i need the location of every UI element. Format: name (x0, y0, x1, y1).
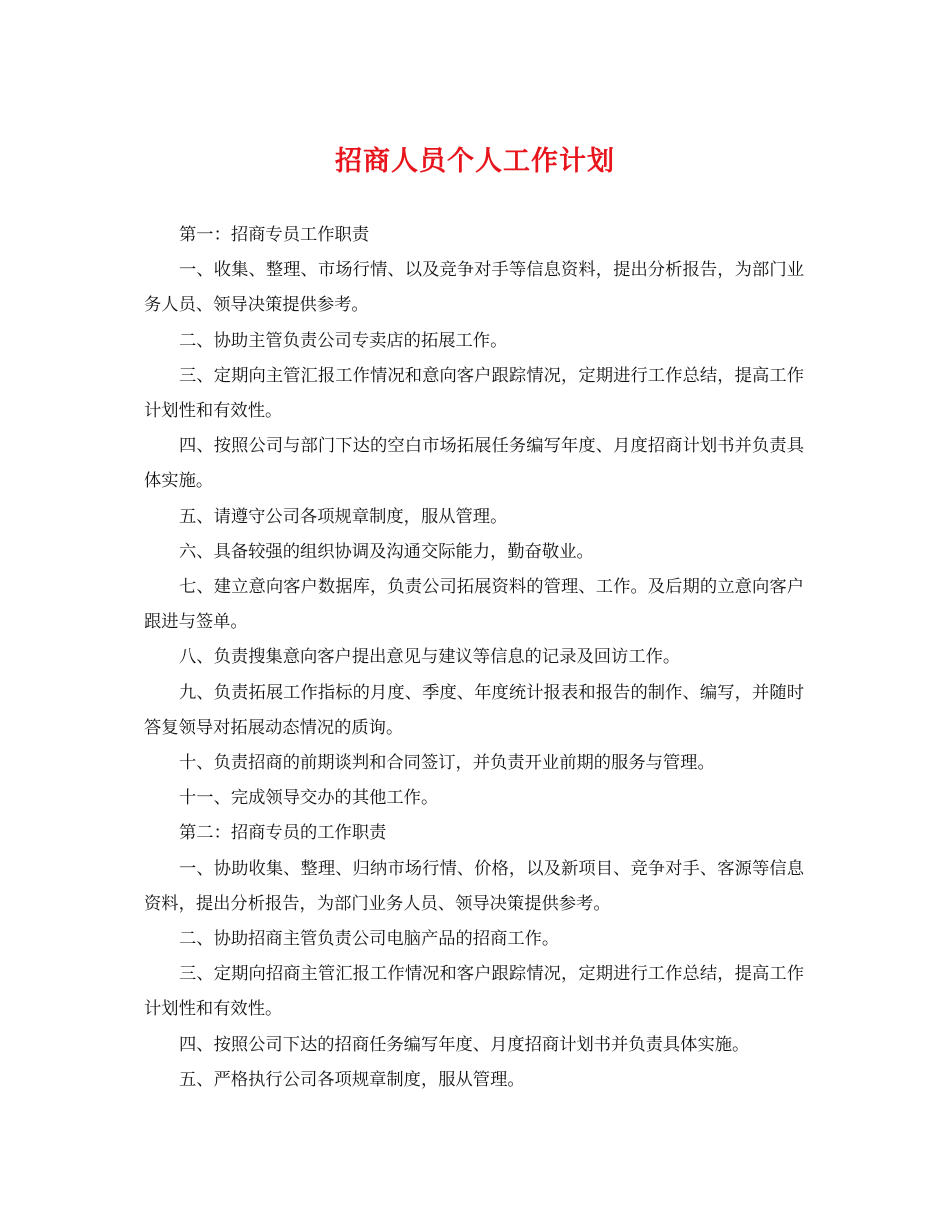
section-heading: 第二：招商专员的工作职责 (179, 823, 387, 844)
paragraph: 二、协助主管负责公司专卖店的拓展工作。 (179, 330, 508, 351)
paragraph: 四、按照公司下达的招商任务编写年度、月度招商计划书并负责具体实施。 (179, 1034, 750, 1055)
paragraph: 六、具备较强的组织协调及沟通交际能力，勤奋敬业。 (179, 541, 594, 562)
paragraph: 四、按照公司与部门下达的空白市场拓展任务编写年度、月度招商计划书并负责具体实施。 (144, 436, 804, 492)
paragraph: 七、建立意向客户数据库，负责公司拓展资料的管理、工作。及后期的立意向客户跟进与签单。 (144, 577, 804, 633)
paragraph: 十、负责招商的前期谈判和合同签订，并负责开业前期的服务与管理。 (179, 753, 715, 774)
document-body (144, 218, 804, 1098)
document-title: 招商人员个人工作计划 (335, 146, 615, 177)
paragraph: 十一、完成领导交办的其他工作。 (179, 788, 439, 809)
paragraph: 五、严格执行公司各项规章制度，服从管理。 (179, 1069, 525, 1090)
paragraph: 一、协助收集、整理、归纳市场行情、价格，以及新项目、竞争对手、客源等信息资料，提出分析报告，为部门业务人员、领导决策提供参考。 (144, 858, 804, 914)
paragraph: 一、收集、整理、市场行情、以及竞争对手等信息资料，提出分析报告，为部门业务人员、领导决策提供参考。 (144, 260, 804, 316)
paragraph: 五、请遵守公司各项规章制度，服从管理。 (179, 506, 508, 527)
paragraph: 三、定期向招商主管汇报工作情况和客户跟踪情况，定期进行工作总结，提高工作计划性和有效性。 (144, 964, 804, 1020)
section-heading: 第一：招商专员工作职责 (179, 225, 370, 245)
paragraph: 九、负责拓展工作指标的月度、季度、年度统计报表和报告的制作、编写，并随时答复领导对拓展动态情况的质询。 (144, 682, 804, 738)
paragraph: 二、协助招商主管负责公司电脑产品的招商工作。 (179, 929, 560, 950)
paragraph: 三、定期向主管汇报工作情况和意向客户跟踪情况，定期进行工作总结，提高工作计划性和有效性。 (144, 365, 804, 422)
paragraph: 八、负责搜集意向客户提出意见与建议等信息的记录及回访工作。 (179, 647, 681, 668)
